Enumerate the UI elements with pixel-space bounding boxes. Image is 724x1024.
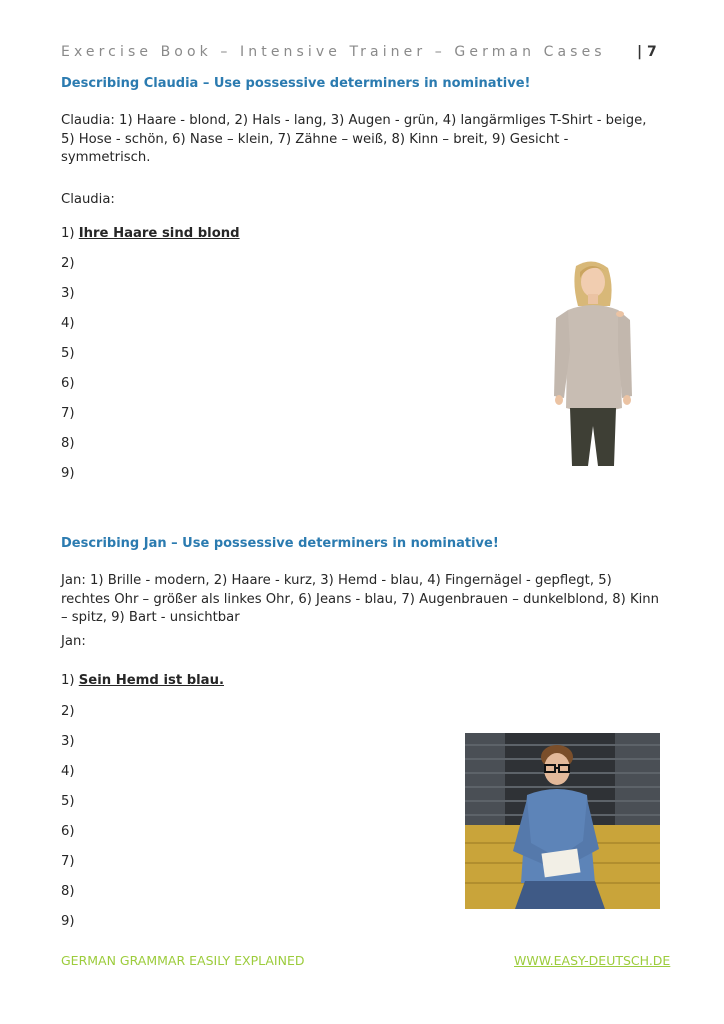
jan-answer-line: 2) <box>61 704 75 719</box>
jan-answer-line: 9) <box>61 914 75 929</box>
claudia-answer-line: 2) <box>61 256 75 271</box>
jan-example-answer: Sein Hemd ist blau. <box>78 673 224 688</box>
claudia-example-number: 1) <box>61 226 75 241</box>
header-title: Exercise Book – Intensive Trainer – German Cases <box>61 44 606 60</box>
claudia-photo <box>548 258 638 466</box>
claudia-name-label: Claudia: <box>61 192 115 207</box>
claudia-section-title: Describing Claudia – Use possessive determiners in nominative! <box>61 76 531 91</box>
jan-example <box>61 673 224 688</box>
jan-name-label: Jan: <box>61 634 86 649</box>
claudia-prompt: Claudia: 1) Haare - blond, 2) Hals - lang, 3) Augen - grün, 4) langärmliges T-Shirt - beige, 5) Hose - schön, 6) Nase – klein, 7) Zähne – weiß, 8) Kinn – breit, 9) Gesicht - symmetrisch. <box>61 113 647 165</box>
jan-example-number: 1) <box>61 673 75 688</box>
jan-answer-line: 3) <box>61 734 75 749</box>
jan-section-title: Describing Jan – Use possessive determiners in nominative! <box>61 536 499 551</box>
jan-answer-line: 8) <box>61 884 75 899</box>
claudia-answer-line: 5) <box>61 346 75 361</box>
jan-answer-line: 4) <box>61 764 75 779</box>
jan-prompt: Jan: 1) Brille - modern, 2) Haare - kurz, 3) Hemd - blau, 4) Fingernägel - gepflegt, 5) rechtes Ohr – größer als linkes Ohr, 6) Jeans - blau, 7) Augenbrauen – dunkelblond, 8) Kinn – spitz, 9) Bart - unsichtbar <box>61 573 659 625</box>
footer-brand: GERMAN GRAMMAR EASILY EXPLAINED <box>61 953 305 968</box>
jan-answer-line: 5) <box>61 794 75 809</box>
claudia-answer-line: 3) <box>61 286 75 301</box>
jan-photo <box>465 733 660 909</box>
footer-website-link[interactable]: WWW.EASY-DEUTSCH.DE <box>514 953 671 968</box>
jan-answer-line: 7) <box>61 854 75 869</box>
claudia-answer-line: 8) <box>61 436 75 451</box>
claudia-example <box>61 226 240 241</box>
claudia-example-answer: Ihre Haare sind blond <box>78 226 240 241</box>
claudia-answer-line: 7) <box>61 406 75 421</box>
jan-answer-line: 6) <box>61 824 75 839</box>
claudia-answer-line: 4) <box>61 316 75 331</box>
page-number: | 7 <box>637 44 657 60</box>
claudia-answer-line: 6) <box>61 376 75 391</box>
claudia-answer-line: 9) <box>61 466 75 481</box>
